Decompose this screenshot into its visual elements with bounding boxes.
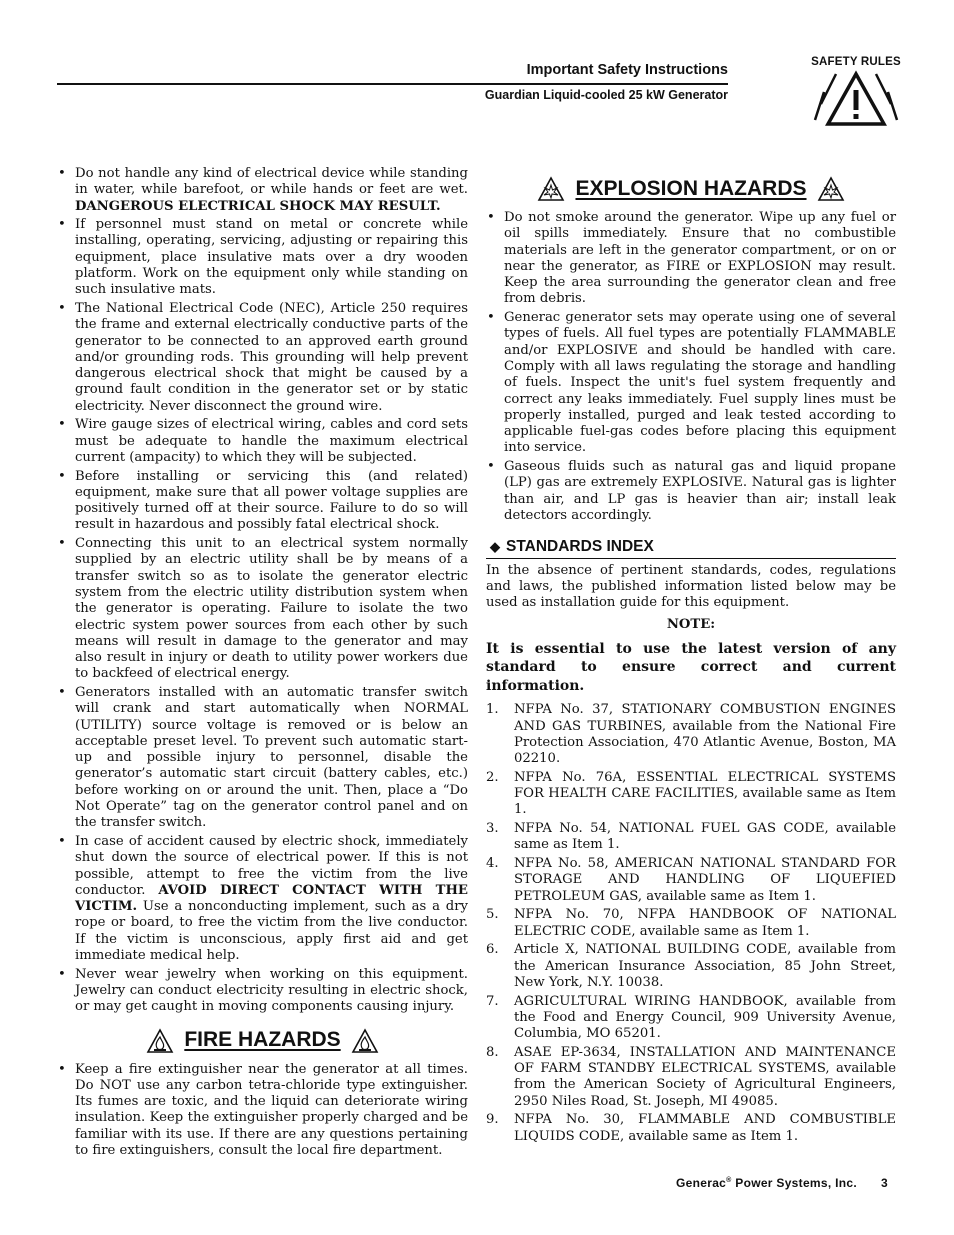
bullet-text: Use a nonconducting implement, such as a dry rope or board, to free the victim from the live conductor. If the victim is unconscious, apply first aid and get immediate medical help. <box>75 899 468 964</box>
fire-warning-icon <box>351 1028 379 1054</box>
bullet-text: Before installing or servicing this (and related) equipment, make sure that all power voltage supplies are positively turned off at their source. Failure to do so will result in hazardous and possibly fatal electrical shock. <box>75 468 468 533</box>
lightning-warning-icon <box>812 68 900 126</box>
safety-rules-badge <box>808 56 904 131</box>
list-item <box>486 1045 896 1110</box>
standards-list <box>486 702 896 1145</box>
item-number: 2. <box>486 769 499 785</box>
list-item <box>57 685 468 832</box>
header-title: Important Safety Instructions <box>526 62 728 78</box>
standards-title: STANDARDS INDEX <box>506 538 654 556</box>
footer-company: Generac <box>676 1176 727 1190</box>
page-footer <box>676 1176 888 1190</box>
list-item <box>486 1112 896 1145</box>
list-item: • Gaseous fluids such as natural gas and liquid propane (LP) gas are extremely EXPLOSIVE. Natural gas is lighter than air, and LP gas is heavier than air; install leak detectors accordingly. <box>486 459 896 524</box>
note-label: NOTE: <box>666 617 716 633</box>
item-number: 3. <box>486 821 499 837</box>
list-item <box>486 856 896 905</box>
list-item: • Do not smoke around the generator. Wipe up any fuel or oil spills immediately. Ensure that no combustible materials are left in the generator compartment, or on or near the generator, as FIRE or EXPLOSION may result. Keep the area surrounding the generator clean and free from debris. <box>486 210 896 308</box>
note-text: It is essential to use the latest version of any standard to ensure correct and current information. <box>486 640 896 694</box>
fire-bullets <box>57 1062 468 1160</box>
explosion-warning-icon <box>537 176 565 202</box>
list-item <box>57 469 468 534</box>
page-number: 3 <box>881 1176 888 1190</box>
left-column <box>57 166 468 1162</box>
fire-hazards-heading <box>57 1028 468 1054</box>
bullet-text: If personnel must stand on metal or concrete while installing, operating, servicing, adjusting or repairing this equipment, place insulative mats over a dry wooden platform. Work on the equipment only while standing on such insulative mats. <box>75 217 468 298</box>
item-text: ASAE EP-3634, INSTALLATION AND MAINTENANCE OF FARM STANDBY ELECTRICAL SYSTEMS, available from the American Society of Agricultural Engineers, 2950 Niles Road, St. Joseph, MI 49085. <box>514 1044 896 1109</box>
bullet-text: Generators installed with an automatic transfer switch will crank and start automatically when NORMAL (UTILITY) source voltage is removed or is below an acceptable preset level. To prevent such automatic start-up and possible injury to personnel, disable the generator’s automatic start circuit (battery cables, etc.) before working on or around the unit. Then, place a “Do Not Operate” tag on the generator control panel and on the transfer switch. <box>75 684 468 831</box>
list-item <box>57 967 468 1016</box>
list-item <box>57 536 468 683</box>
list-item: • Keep a fire extinguisher near the generator at all times. Do NOT use any carbon tetra-chloride type extinguisher. Its fumes are toxic, and the liquid can deteriorate wiring insulation. Keep the extinguisher properly charged and be familiar with its use. If there are any questions pertaining to fire extinguishers, consult the local fire department. <box>57 1062 468 1160</box>
bullet-text: Wire gauge sizes of electrical wiring, cables and cord sets must be adequate to handle the maximum electrical current (ampacity) to which they will be subjected. <box>75 417 468 465</box>
explosion-bullets <box>486 210 896 524</box>
list-item <box>57 417 468 466</box>
item-text: NFPA No. 30, FLAMMABLE AND COMBUSTIBLE LIQUIDS CODE, available same as Item 1. <box>514 1112 896 1144</box>
list-item <box>57 166 468 215</box>
list-item <box>57 217 468 298</box>
bullet-text: Do not handle any kind of electrical device while standing in water, while barefoot, or while hands or feet are wet. <box>75 166 468 198</box>
electrical-bullets <box>57 166 468 1016</box>
header-rule <box>57 83 728 85</box>
item-text: NFPA No. 54, NATIONAL FUEL GAS CODE, available same as Item 1. <box>514 821 896 853</box>
explosion-warning-icon <box>817 176 845 202</box>
bullet-bold-text: AVOID DIRECT CONTACT WITH THE VICTIM. <box>75 882 468 915</box>
item-number: 6. <box>486 942 499 958</box>
footer-registered-mark: ® <box>726 1177 732 1184</box>
list-item <box>486 907 896 940</box>
item-text: NFPA No. 37, STATIONARY COMBUSTION ENGINES AND GAS TURBINES, available from the National Fire Protection Association, 470 Atlantic Avenue, Boston, MA 02210. <box>514 702 896 767</box>
item-number: 7. <box>486 993 499 1009</box>
item-number: 5. <box>486 907 499 923</box>
header-subtitle: Guardian Liquid-cooled 25 kW Generator <box>484 88 728 102</box>
item-number: 1. <box>486 702 499 718</box>
item-text: NFPA No. 70, NFPA HANDBOOK OF NATIONAL ELECTRIC CODE, available same as Item 1. <box>514 907 896 939</box>
explosion-hazards-heading <box>486 176 896 202</box>
list-item <box>486 702 896 767</box>
list-item <box>57 301 468 415</box>
list-item <box>486 770 896 819</box>
bullet-text: In case of accident caused by electric shock, immediately shut down the source of electrical power. If this is not possible, attempt to free the victim from the live conductor. <box>75 833 468 898</box>
list-item <box>57 834 468 964</box>
item-number: 9. <box>486 1112 499 1128</box>
standards-heading <box>486 534 896 558</box>
item-text: NFPA No. 58, AMERICAN NATIONAL STANDARD FOR STORAGE AND HANDLING OF LIQUEFIED PETROLEUM GAS, available same as Item 1. <box>514 856 896 904</box>
right-column <box>486 176 896 1147</box>
item-text: NFPA No. 76A, ESSENTIAL ELECTRICAL SYSTEMS FOR HEALTH CARE FACILITIES, available same as Item 1. <box>514 769 896 818</box>
fire-hazards-title: FIRE HAZARDS <box>184 1028 341 1052</box>
bullet-text: The National Electrical Code (NEC), Article 250 requires the frame and external electrically conductive parts of the generator to be connected to an approved earth ground and/or grounding rods. This grounding will help prevent dangerous electrical shock that might be caused by a ground fault condition in the generator set or by static electricity. Never disconnect the ground wire. <box>75 300 468 414</box>
item-text: Article X, NATIONAL BUILDING CODE, available from the American Insurance Association, 85 John Street, New York, N.Y. 10038. <box>514 942 896 990</box>
bullet-text: Connecting this unit to an electrical system normally supplied by an electric utility shall be by means of a transfer switch so as to isolate the generator electric system from the electric utility distribution system when the generator is operating. Failure to isolate the two electric system power sources from each other by such means will result in damage to the generator and may also result in injury or death to utility power workers due to backfeed of electrical energy. <box>75 536 468 682</box>
item-number: 4. <box>486 856 499 872</box>
list-item <box>486 821 896 854</box>
safety-rules-label: SAFETY RULES <box>811 56 901 68</box>
bullet-text: Never wear jewelry when working on this equipment. Jewelry can conduct electricity resulting in electric shock, or may get caught in moving components causing injury. <box>75 966 468 1015</box>
explosion-hazards-title: EXPLOSION HAZARDS <box>575 176 807 200</box>
item-text: AGRICULTURAL WIRING HANDBOOK, available from the Food and Energy Council, 909 University Avenue, Columbia, MO 65201. <box>514 993 896 1042</box>
list-item <box>486 994 896 1043</box>
list-item <box>486 942 896 991</box>
footer-company-rest: Power Systems, Inc. <box>731 1176 858 1190</box>
list-item: • Generac generator sets may operate using one of several types of fuels. All fuel types are potentially FLAMMABLE and/or EXPLOSIVE and should be handled with care. Comply with all laws regulating the storage and handling of fuels. Inspect the unit's fuel system frequently and correct any leaks immediately. Fuel supply lines must be properly installed, purged and leak tested according to applicable fuel-gas codes before placing this equipment into service. <box>486 310 896 457</box>
bullet-bold-text: DANGEROUS ELECTRICAL SHOCK MAY RESULT. <box>75 198 441 214</box>
standards-intro: In the absence of pertinent standards, codes, regulations and laws, the published information listed below may be used as installation guide for this equipment. <box>486 562 896 611</box>
diamond-icon: ◆ <box>490 539 500 555</box>
fire-warning-icon <box>146 1028 174 1054</box>
item-number: 8. <box>486 1044 499 1060</box>
